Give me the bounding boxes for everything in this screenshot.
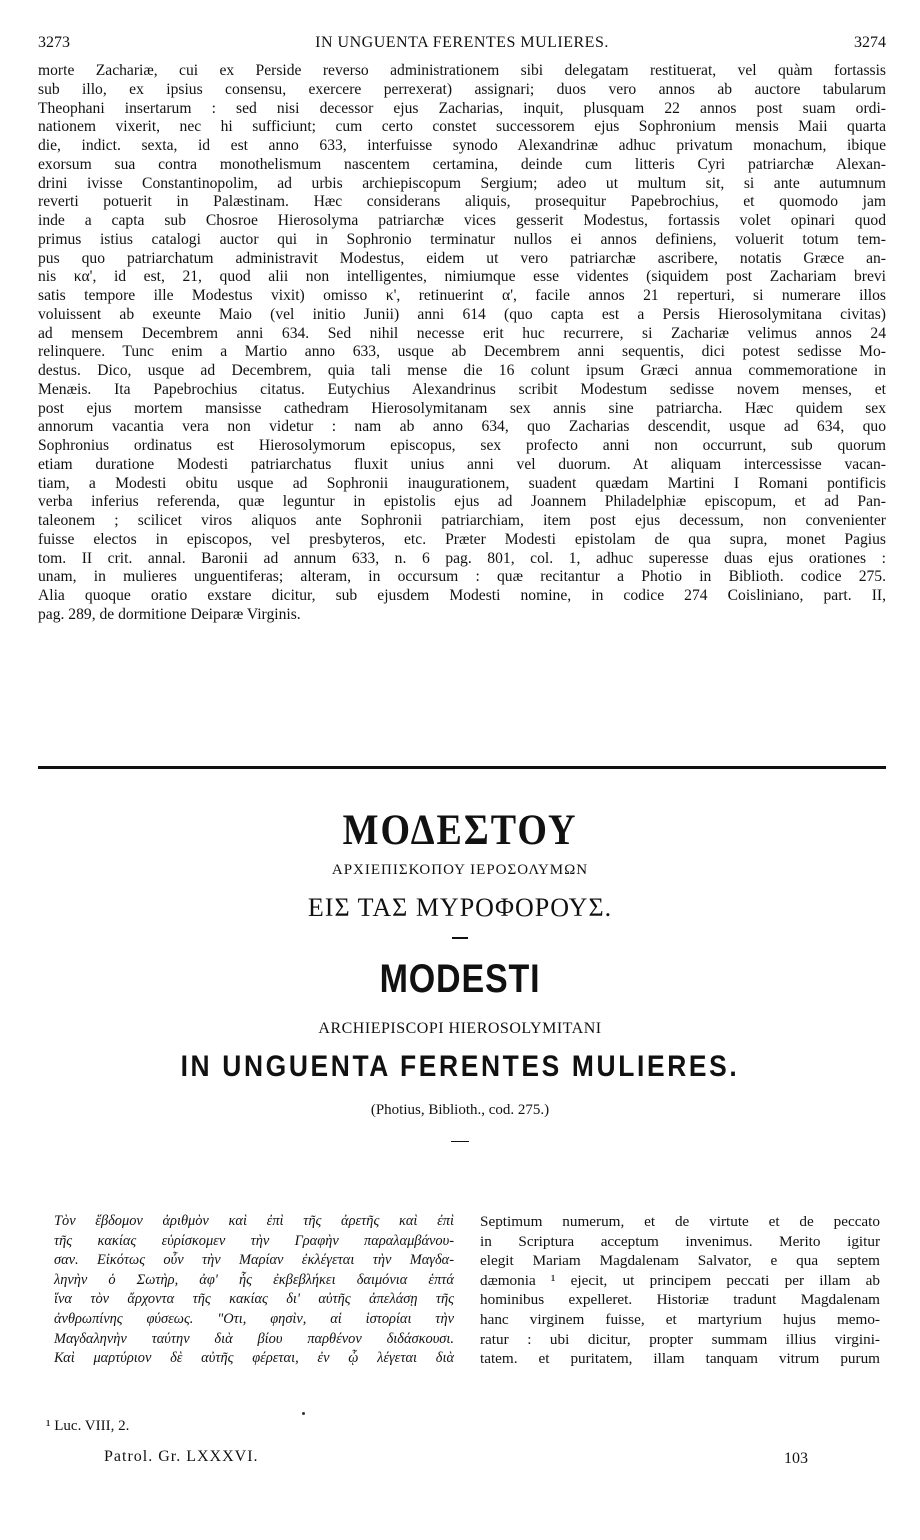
latin-column <box>480 1212 880 1369</box>
latin-text-line: hanc virginem fuisse, et martyrium hujus memo- <box>480 1310 880 1328</box>
latin-text-line: ratur : ubi dicitur, propter summam illius virgini- <box>480 1330 880 1348</box>
latin-office: ARCHIEPISCOPI HIEROSOLYMITANI <box>318 1020 602 1037</box>
commentary-line: etiam duratione Modesti patriarchatus fluxit unius anni vel duorum. At aliquam intercessisse vacan- <box>38 455 886 473</box>
title-dash <box>452 937 468 939</box>
commentary-line: nationem vixerit, nec hi sufficiunt; cum certo constet successorem ejus Sophronium mensis Maii quarta <box>38 118 886 136</box>
greek-text-line: Τὸν ἕβδομον ἀριθμὸν καὶ ἐπὶ τῆς ἀρετῆς καὶ ἐπὶ <box>54 1213 454 1229</box>
latin-text-line: in Scriptura acceptum invenimus. Merito igitur <box>480 1232 880 1250</box>
commentary-line: tiam, a Modesti obitu usque ad Sophronii inaugurationem, suadent quædam Martini I Romani pontificis <box>38 474 886 492</box>
commentary-line: primus istius catalogi auctor qui in Sophronio terminatur nullos ei annos definiens, voluerit totum tem- <box>38 230 886 248</box>
commentary-line: ad mensem Decembrem anni 634. Sed nihil necesse erit huc recurrere, si Zachariæ velimus annos 24 <box>38 324 886 342</box>
left-page-number: 3273 <box>38 34 70 51</box>
commentary-line: Sophronius ordinatus est Hierosolymorum episcopus, sex profecto anni non occurrunt, sub quorum <box>38 437 886 454</box>
latin-text-line: Septimum numerum, et de virtute et de peccato <box>480 1213 880 1230</box>
commentary-line: annorum vacantia vera non videtur : nam ab anno 634, quo Zacharias descendit, usque ad 634, quo <box>38 418 886 436</box>
commentary-line: Menæis. Ita Papebrochius citatus. Eutychius Alexandrinus scribit Modestum sedisse novem menses, et <box>38 380 886 398</box>
latin-text-line: hominibus expelleret. Historiæ tradunt Magdalenam <box>480 1291 880 1309</box>
commentary-line: pus quo patriarchatum administravit Modestus, eidem ut vero patriarchæ ascribere, notatis Græce an- <box>38 249 886 267</box>
print-speck <box>302 1412 305 1415</box>
series-reference: Patrol. Gr. LXXXVI. <box>104 1448 259 1465</box>
source-reference: (Photius, Biblioth., cod. 275.) <box>370 1102 550 1118</box>
footnote: ¹ Luc. VIII, 2. <box>46 1418 130 1434</box>
commentary-line: die, indict. sexta, id est anno 633, interfuisse synodo Alexandrinæ adhuc privatum monachum, ibique <box>38 137 886 154</box>
greek-work-title: ΕΙΣ ΤΑΣ ΜΥΡΟΦΟΡΟΥΣ. <box>307 893 613 922</box>
greek-text-line: Καὶ μαρτύριον δὲ αὐτῆς φέρεται, ἐν ᾧ λέγεται διὰ <box>54 1350 454 1367</box>
commentary-line: fuisse electos in episcopos, vel presbyteros, etc. Præter Modesti epistolam de qua supra, monet Pagius <box>38 530 886 548</box>
commentary-line: relinquere. Tunc enim a Martio anno 633, usque ab Decembrem anni sequentis, dici potest sedisse Mo- <box>38 343 886 361</box>
latin-text-line: elegit Mariam Magdalenam Salvator, e qua septem <box>480 1252 880 1270</box>
title-block <box>0 805 920 1142</box>
commentary-line: drini ivisse Constantinopolim, ad urbis archiepiscopum Sergium; adeo ut multum sit, si ante autumnum <box>38 174 886 192</box>
commentary-line: morte Zachariæ, cui ex Perside reverso administrationem sibi delegatam restituerat, vel quàm fortassis <box>38 62 886 79</box>
latin-work-title: IN UNGUENTA FERENTES MULIERES. <box>180 1050 740 1083</box>
greek-column <box>54 1212 454 1369</box>
commentary-line: nis κα', id est, 21, quod alii non intelligentes, nimiumque esse videntes (siquidem post Zachariam brevi <box>38 268 886 286</box>
latin-text-line: dæmonia ¹ ejecit, ut principem peccati per illam ab <box>480 1271 880 1289</box>
commentary-text <box>38 62 886 625</box>
greek-text-line: ληνὴν ὁ Σωτὴρ, ἀφ' ἧς ἐκβεβλήκει δαιμόνια ἑπτά <box>54 1271 454 1288</box>
greek-text-line: σαν. Εἰκότως οὖν τὴν Μαρίαν ἐκλέγεται τὴν Μαγδα- <box>54 1252 454 1269</box>
greek-office: ΑΡΧΙΕΠΙΣΚΟΠΟΥ ΙΕΡΟΣΟΛΥΜΩΝ <box>331 862 589 878</box>
commentary-line: Theophani insertarum : sed nisi decessor ejus Zacharias, inquit, plusquam 22 annos post suam ordi- <box>38 99 886 117</box>
latin-text-line: tatem. et puritatem, illam tanquam vitrum purum <box>480 1350 880 1368</box>
commentary-line: tom. II crit. annal. Baronii ad annum 633, n. 6 pag. 801, col. 1, adhuc superesse duas ejus orationes : <box>38 549 886 567</box>
commentary-line: inde a capta sub Chosroe Hierosolyma patriarchæ vices gesserit Modestus, fortassis volet opinari quod <box>38 212 886 229</box>
running-title: IN UNGUENTA FERENTES MULIERES. <box>315 34 609 51</box>
commentary-line: voluissent ab exeunte Maio (vel initio Junii) anni 614 (quo capta est a Persis Hierosolymitana civitas) <box>38 305 886 323</box>
commentary-line: destus. Dico, usque ad Decembrem, quia tali mense die 16 colunt ipsum Græci annua commemoratione in <box>38 362 886 379</box>
commentary-line: post ejus mortem mansisse cathedram Hierosolymitanam sex annis sine patriarcha. Hæc quidem sex <box>38 399 886 417</box>
commentary-line: Alia quoque oratio exstare dicitur, sub ejusdem Modesti nomine, in codice 274 Coisliniano, part. II, <box>38 587 886 604</box>
greek-text-line: Μαγδαληνὴν ταύτην διὰ βίου παρθένον διδάσκουσι. <box>54 1330 454 1347</box>
commentary-line: taleonem ; scilicet viros aliquos ante Sophronii patriarchiam, item post ejus decessum, non convenienter <box>38 512 886 529</box>
commentary-line: exorsum sua contra monothelismum nascentem certamina, deinde cum litteris Cyri patriarchæ Alexan- <box>38 155 886 173</box>
commentary-line: verba inferius referenda, quæ leguntur in epistolis ejus ad Joannem Philadelphiæ episcopum, et ad Pan- <box>38 493 886 511</box>
commentary-line: unam, in mulieres unguentiferas; alteram, in occursum : quæ recitantur a Photio in Biblioth. codice 275. <box>38 568 886 586</box>
greek-author-title: ΜΟΔΕΣΤΟΥ <box>342 805 578 855</box>
section-divider <box>38 766 886 769</box>
commentary-line: sub illo, ex ipsius consensu, exercere perrexerat) assignari; duos vero annos ab auctore tabularum <box>38 80 886 98</box>
commentary-line: reverti potuerit in Palæstinam. Hæc considerans aliquis, prosequitur Papebrochius, et quomodo jam <box>38 193 886 211</box>
running-head <box>38 34 886 54</box>
greek-text-line: ἀνθρωπίνης φύσεως. "Οτι, φησὶν, αἱ ἱστορίαι τὴν <box>54 1310 454 1327</box>
commentary-line: satis tempore ille Modestus vixit) omisso κ', retinuerint α', facile annos 21 reperturi, si numerare illos <box>38 287 886 304</box>
greek-text-line: ἵνα τὸν ἄρχοντα τῆς κακίας δι' αὐτῆς ἀπελάσῃ τῆς <box>54 1291 454 1308</box>
latin-author-title: MODESTI <box>379 957 541 1001</box>
footer-page-number: 103 <box>784 1450 808 1467</box>
commentary-line: pag. 289, de dormitione Deiparæ Virginis. <box>38 605 301 623</box>
source-dash <box>451 1141 469 1142</box>
right-page-number: 3274 <box>854 34 886 51</box>
greek-text-line: τῆς κακίας εὑρίσκομεν τὴν Γραφὴν παραλαμβάνου- <box>54 1232 454 1249</box>
